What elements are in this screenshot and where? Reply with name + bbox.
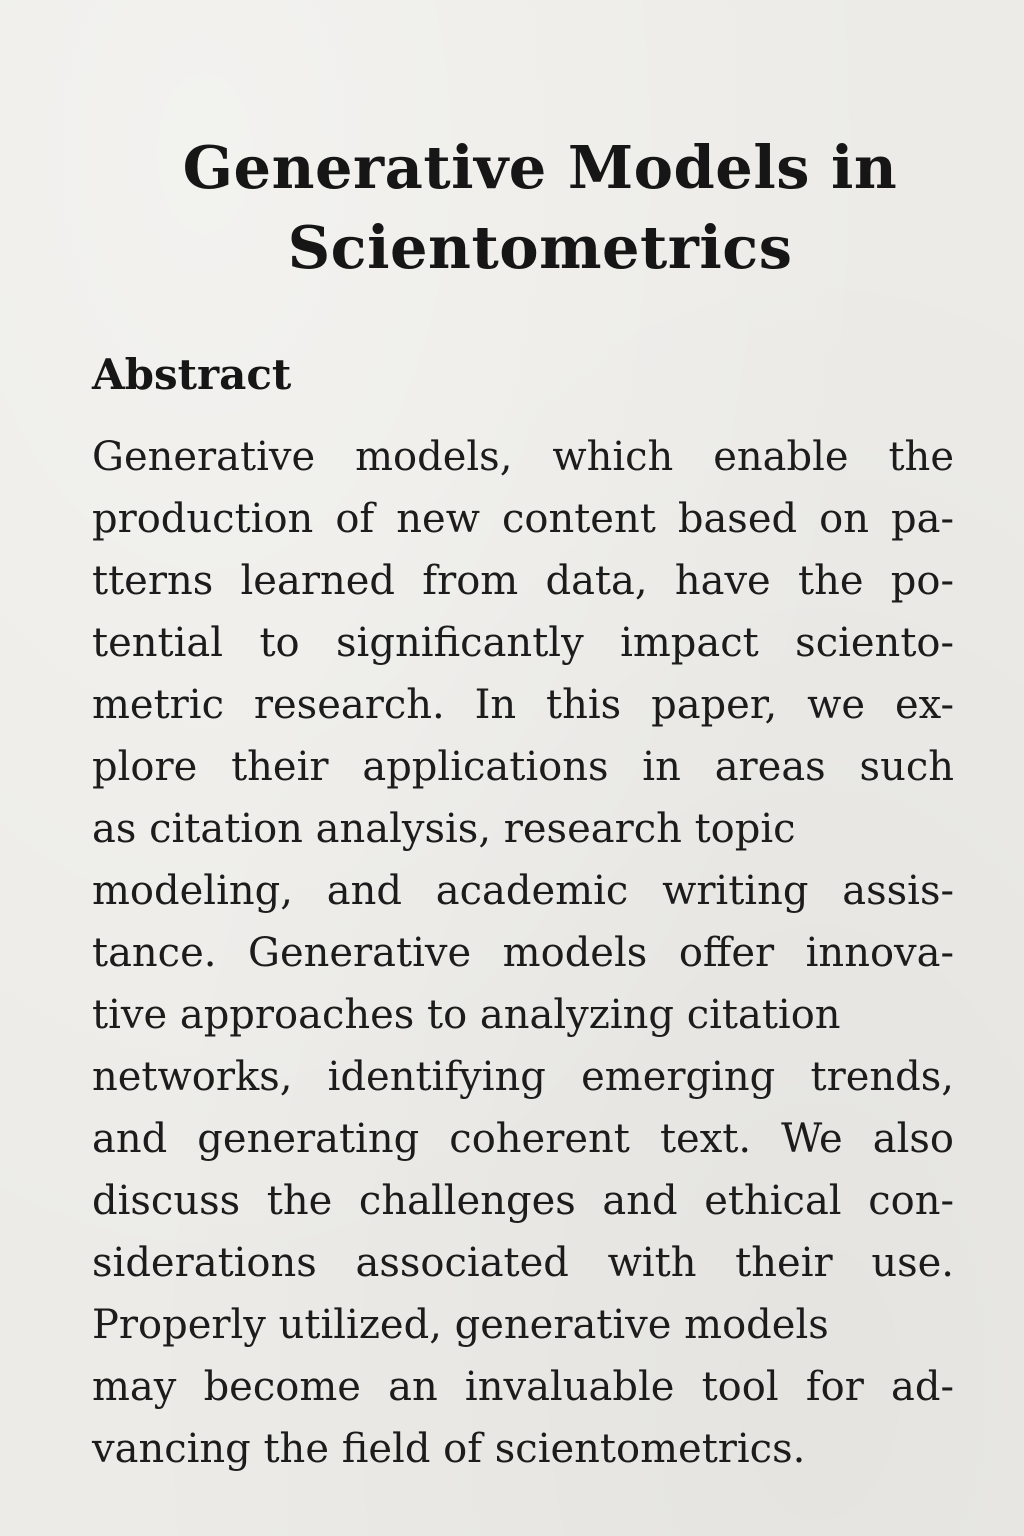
paper-title — [180, 128, 900, 288]
paper-title-line-1: Generative Models in — [182, 133, 898, 202]
abstract-line: metric research. In this paper, we ex- — [92, 682, 954, 728]
abstract-line: tential to significantly impact sciento- — [92, 620, 954, 666]
abstract-line: and generating coherent text. We also — [92, 1116, 954, 1162]
paper-title-line-2: Scientometrics — [287, 213, 793, 282]
abstract-line: vancing the field of scientometrics. — [92, 1426, 806, 1472]
abstract-line: plore their applications in areas such — [92, 744, 954, 790]
abstract-line: networks, identifying emerging trends, — [92, 1054, 954, 1100]
abstract-heading: Abstract — [92, 350, 292, 399]
abstract-line: tance. Generative models offer innova- — [92, 930, 954, 976]
abstract-line: discuss the challenges and ethical con- — [92, 1178, 954, 1224]
abstract-line: tive approaches to analyzing citation — [92, 992, 841, 1038]
abstract-line: as citation analysis, research topic — [92, 806, 796, 852]
abstract-line: production of new content based on pa- — [92, 496, 954, 542]
abstract-line: tterns learned from data, have the po- — [92, 558, 954, 604]
abstract-body — [92, 426, 962, 1480]
abstract-line: Properly utilized, generative models — [92, 1302, 829, 1348]
abstract-line: may become an invaluable tool for ad- — [92, 1364, 954, 1410]
abstract-line: Generative models, which enable the — [92, 434, 954, 480]
abstract-line: modeling, and academic writing assis- — [92, 868, 954, 914]
abstract-line: siderations associated with their use. — [92, 1240, 954, 1286]
